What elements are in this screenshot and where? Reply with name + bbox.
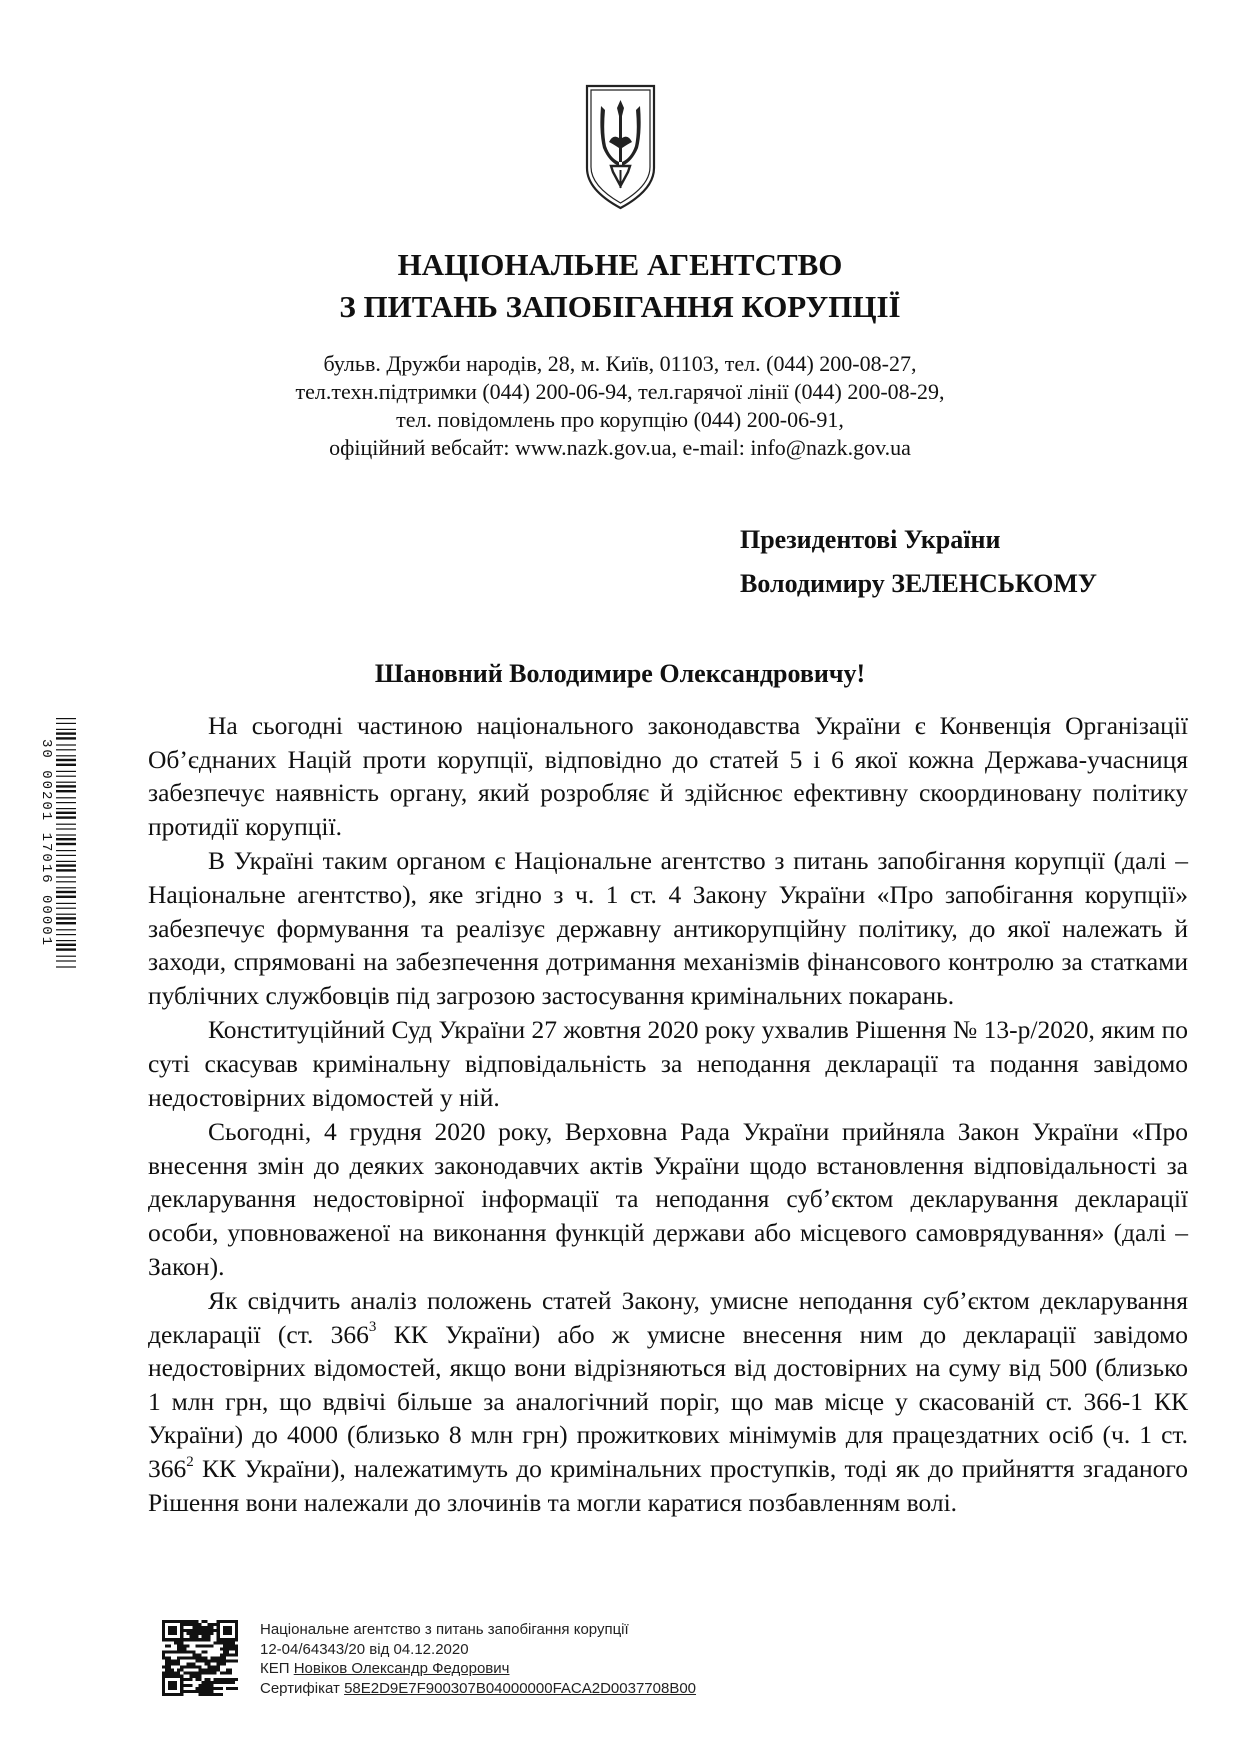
paragraph-text: КК України) або ж умисне внесення ним до декларації завідомо недостовірних відомостей, якщо вони відрізняються від достовірних на суму від 500 (близько 1 млн грн, що вдвічі більше за аналогічний поріг, що мав місце у скасованій ст. 366-1 КК України) до 4000 (близько 8 млн грн) прожиткових мінімумів для працездатних осіб (ч. 1 ст. 366 [148, 1319, 1188, 1484]
barcode-bars [56, 718, 76, 968]
paragraph-text: Як свідчить аналіз положень статей Закону, умисне неподання суб’єктом декларування декларації (ст. 366 [148, 1286, 1188, 1349]
addressee-block [740, 518, 1097, 606]
org-contacts [170, 350, 1070, 462]
addressee-line2: Володимиру ЗЕЛЕНСЬКОМУ [740, 569, 1097, 598]
org-title-line2: З ПИТАНЬ ЗАПОБІГАННЯ КОРУПЦІЇ [339, 289, 901, 324]
contacts-line: бульв. Дружби народів, 28, м. Київ, 01103, тел. (044) 200-08-27, [323, 351, 917, 376]
salutation: Шановний Володимире Олександровичу! [374, 659, 866, 688]
contacts-line: тел.техн.підтримки (044) 200-06-94, тел.гарячої лінії (044) 200-08-29, [295, 379, 945, 404]
cert-label: Сертифікат [260, 1679, 345, 1697]
barcode-number: 30 00201 17016 00001 [38, 738, 54, 948]
contacts-line: офіційний вебсайт: www.nazk.gov.ua, e-mail: info@nazk.gov.ua [329, 435, 911, 460]
footer-org: Національне агентство з питань запобігання корупції [260, 1621, 629, 1638]
kep-signer-link[interactable]: Новіков Олександр Федорович [293, 1660, 510, 1677]
body-paragraph: Сьогодні, 4 грудня 2020 року, Верховна Рада України прийняла Закон України «Про внесення змін до деяких законодавчих актів України щодо встановлення відповідальності за декларування недостовірної інформації та неподання суб’єктом декларування декларації особи, уповноваженої на виконання функцій держави або місцевого самоврядування» (далі – Закон). [148, 1117, 1188, 1281]
body-paragraph: В Україні таким органом є Національне агентство з питань запобігання корупції (далі – Національне агентство), яке згідно з ч. 1 ст. 4 Закону України «Про запобігання корупції» забезпечує формування та реалізує державну антикорупційну політику, до якої належать й заходи, спрямовані на забезпечення дотримання механізмів фінансового контролю за статками публічних службовців під загрозою застосування кримінальних покарань. [148, 846, 1188, 1010]
footer-kep [260, 1659, 860, 1679]
signature-footer [162, 1620, 862, 1720]
body-paragraph [148, 1284, 1188, 1519]
cert-link[interactable]: 58E2D9E7F900307B04000000FACA2D0037708B00 [344, 1679, 697, 1697]
kep-label: КЕП [260, 1660, 294, 1677]
contacts-line: тел. повідомлень про корупцію (044) 200-06-91, [396, 407, 844, 432]
registration-barcode [30, 718, 76, 968]
body-paragraph: Конституційний Суд України 27 жовтня 2020 року ухвалив Рішення № 13-р/2020, яким по суті скасував кримінальну відповідальність за неподання декларації та подання завідомо недостовірних відомостей у ній. [148, 1015, 1188, 1112]
addressee-line1: Президентові України [740, 525, 1001, 554]
body-paragraph: На сьогодні частиною національного законодавства України є Конвенція Організації Об’єднаних Націй проти корупції, відповідно до статей 5 і 6 якої кожна Держава-учасниця забезпечує наявність органу, який розробляє й здійснює ефективну скоординовану політику протидії корупції. [148, 711, 1188, 841]
letter-body [148, 709, 1188, 1519]
org-title-line1: НАЦІОНАЛЬНЕ АГЕНТСТВО [397, 247, 843, 282]
superscript: 2 [186, 1453, 194, 1470]
paragraph-text: КК України), належатимуть до кримінальних проступків, тоді як до прийняття згаданого Рішення вони належали до злочинів та могли каратися позбавленням волі. [148, 1454, 1188, 1517]
qr-code-icon [162, 1620, 238, 1696]
superscript: 3 [368, 1319, 377, 1336]
footer-cert [260, 1679, 860, 1699]
org-title [170, 244, 1070, 328]
footer-reg-number: 12-04/64343/20 від 04.12.2020 [260, 1640, 469, 1658]
signature-info [260, 1620, 860, 1698]
coat-of-arms-icon [583, 82, 658, 212]
